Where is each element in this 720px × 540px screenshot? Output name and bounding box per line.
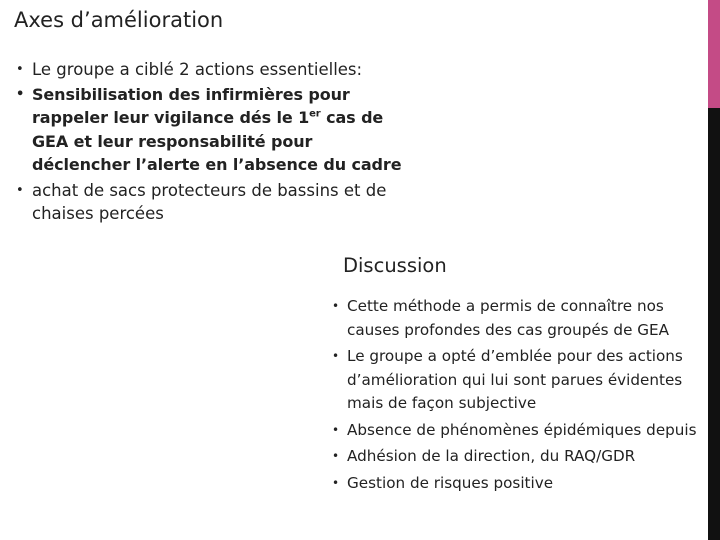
- list-item: [332, 472, 702, 496]
- list-item: [332, 445, 702, 469]
- list-item-text: Sensibilisation des infirmières pour rappeler leur vigilance dés le 1: [32, 85, 350, 128]
- list-item-text: Le groupe a ciblé 2 actions essentielles:: [32, 60, 363, 79]
- bullet-icon: •: [332, 449, 340, 463]
- list-item-text: achat de sacs protecteurs de bassins et de chaises percées: [32, 181, 387, 224]
- superscript-er: er: [309, 109, 321, 121]
- list-item-text: Gestion de risques positive: [347, 473, 554, 492]
- bullet-icon: •: [332, 349, 340, 363]
- list-item: [332, 295, 702, 342]
- bullet-icon: •: [332, 299, 340, 313]
- bullet-icon: •: [332, 422, 340, 437]
- axes-bullet-list: [16, 58, 408, 225]
- section-title-axes: Axes d’amélioration: [14, 8, 224, 32]
- bullet-icon: •: [16, 87, 25, 103]
- section-title-discussion: Discussion: [343, 254, 447, 277]
- list-item: [332, 345, 702, 416]
- bullet-icon: •: [16, 62, 24, 77]
- bullet-icon: •: [332, 475, 340, 490]
- list-item-text: Le groupe a opté d’emblée pour des actions d’amélioration qui lui sont parues évidentes mais de façon subjective: [347, 347, 683, 412]
- list-item-text: Adhésion de la direction, du RAQ/GDR: [347, 447, 636, 465]
- list-item-text: Cette méthode a permis de connaître nos causes profondes des cas groupés de GEA: [347, 297, 669, 339]
- discussion-bullet-list: [332, 295, 702, 495]
- list-item-text: Absence de phénomènes épidémiques depuis: [347, 420, 697, 439]
- list-item: [16, 58, 408, 81]
- accent-bar-dark: [708, 108, 720, 540]
- list-item: [332, 419, 702, 443]
- list-item: [16, 179, 408, 225]
- bullet-icon: •: [16, 183, 24, 199]
- list-item-text-continued: cas de GEA et leur responsabilité pour déclencher l’alerte en l’absence du cadre: [32, 108, 402, 174]
- list-item: [16, 83, 408, 176]
- accent-bar-pink: [708, 0, 720, 108]
